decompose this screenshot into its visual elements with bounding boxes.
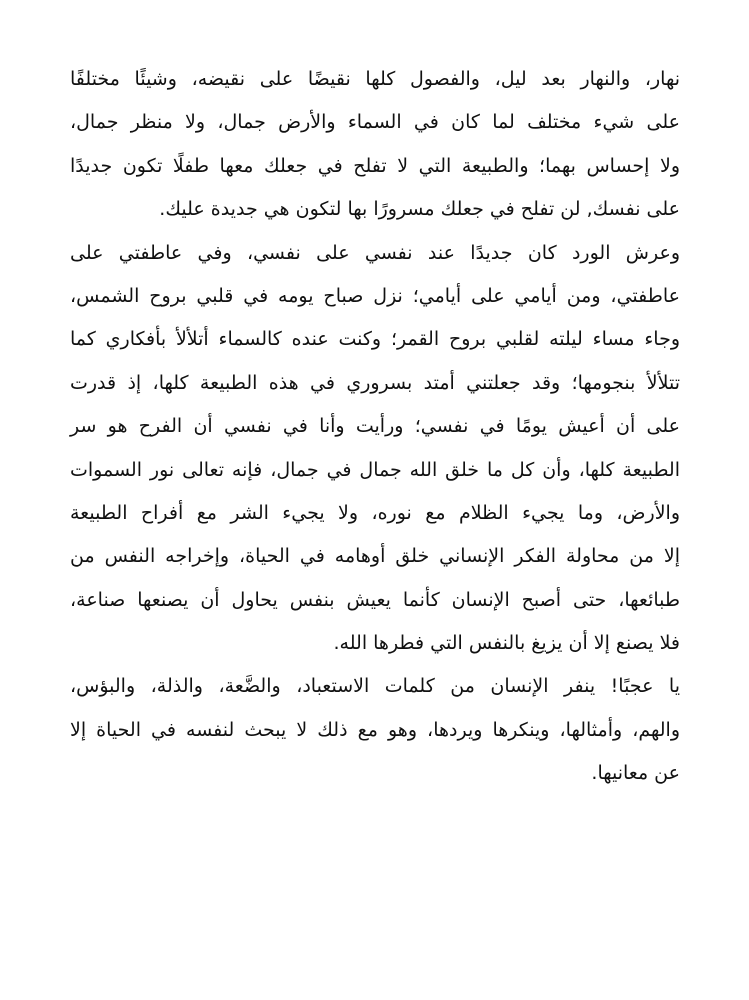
text-line: والهم، وأمثالها، وينكرها ويردها، وهو مع ذلك لا يبحث لنفسه في الحياة إلا xyxy=(70,718,680,741)
text-line: الطبيعة كلها، وأن كل ما خلق الله جمال في جمال، فإنه تعالى نور السموات xyxy=(70,458,680,481)
document-page xyxy=(70,58,680,796)
text-line: نهار، والنهار بعد ليل، والفصول كلها نقيضًا على نقيضه، وشيئًا مختلفًا xyxy=(70,68,680,90)
text-line: ولا إحساس بهما؛ والطبيعة التي لا تفلح في جعلك معها طفلًا تكون جديدًا xyxy=(70,154,680,177)
text-line: طبائعها، حتى أصبح الإنسان كأنما يعيش بنفس يحاول أن يصنعها صناعة، xyxy=(70,588,680,611)
text-line: عاطفتي، ومن أيامي على أيامي؛ نزل صباح يومه في قلبي بروح الشمس، xyxy=(70,284,680,307)
text-line: على أن أعيش يومًا في نفسي؛ ورأيت وأنا في نفسي أن الفرح هو سر xyxy=(70,415,680,438)
text-line: تتلألأ بنجومها؛ وقد جعلتني أمتد بسروري في هذه الطبيعة كلها، إذ قدرت xyxy=(70,371,680,394)
paragraph-end-line: فلا يصنع إلا أن يزيغ بالنفس التي فطرها الله. xyxy=(333,632,680,655)
text-line: إلا من محاولة الفكر الإنساني خلق أوهامه في الحياة، وإخراجه النفس من xyxy=(70,545,680,568)
paragraph-end-line: على نفسك, لن تفلح في جعلك مسرورًا بها لتكون هي جديدة عليك. xyxy=(159,198,680,221)
text-line: وعرش الورد كان جديدًا عند نفسي على نفسي، وفي عاطفتي على xyxy=(70,241,680,264)
text-line: وجاء مساء ليلته لقلبي بروح القمر؛ وكنت عنده كالسماء أتلألأ بأفكاري كما xyxy=(70,328,680,351)
text-line: يا عجبًا! ينفر الإنسان من كلمات الاستعباد، والضَّعة، والذلة، والبؤس، xyxy=(70,675,680,698)
paragraph-end-line: عن معانيها. xyxy=(591,762,680,785)
text-line: على شيء مختلف لما كان في السماء والأرض جمال، ولا منظر جمال، xyxy=(70,111,680,134)
text-line: والأرض، وما يجيء الظلام مع نوره، ولا يجيء الشر مع أفراح الطبيعة xyxy=(70,501,680,524)
